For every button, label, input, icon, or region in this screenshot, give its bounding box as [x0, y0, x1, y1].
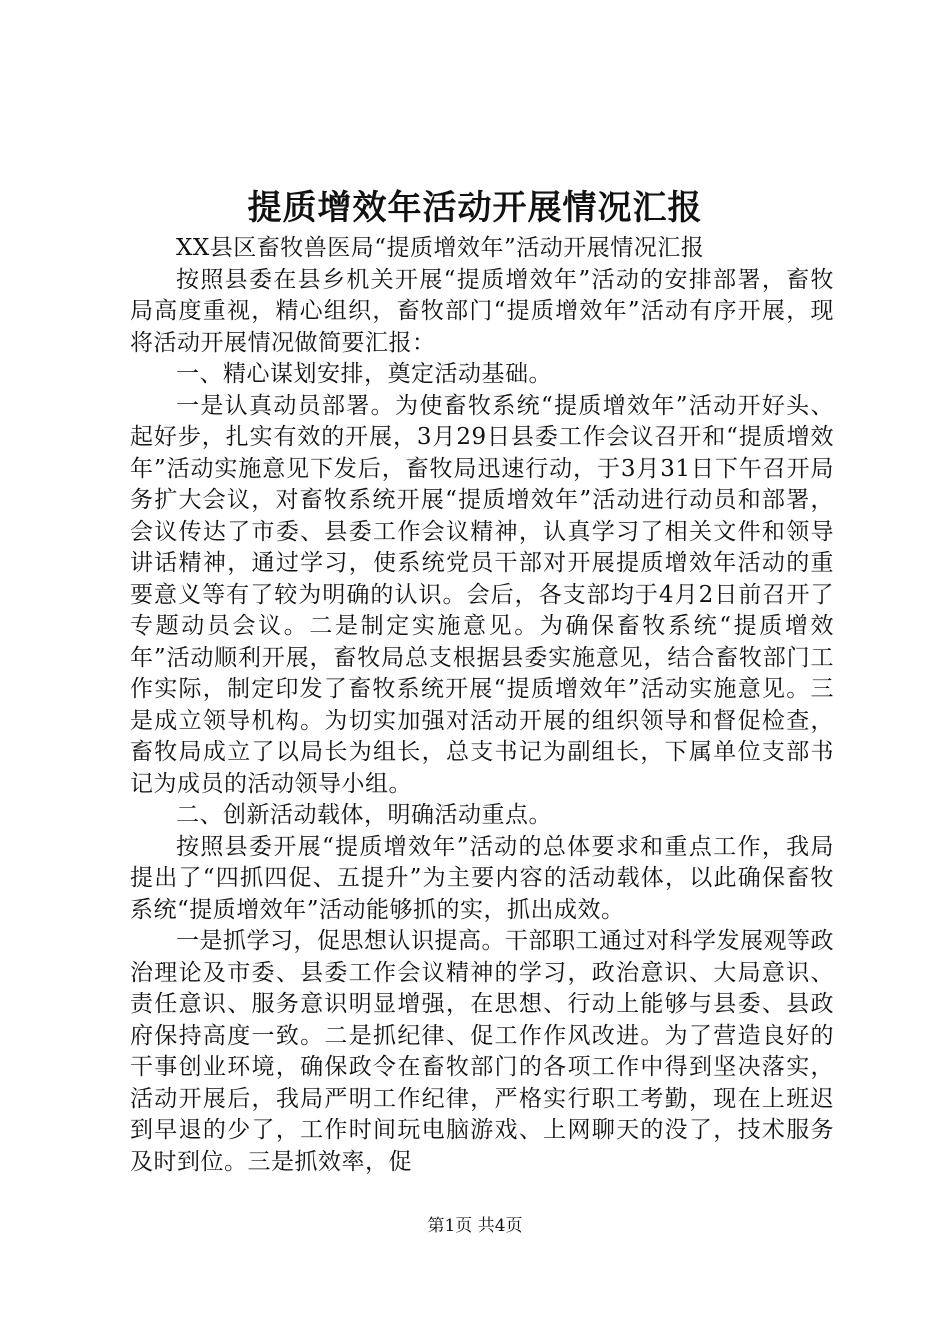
- document-body: [130, 233, 834, 1178]
- document-title: 提质增效年活动开展情况汇报: [247, 188, 703, 228]
- body-paragraph: 按照县委开展“提质增效年”活动的总体要求和重点工作，我局提出了“四抓四促、五提升”为主要内容的活动载体，以此确保畜牧系统“提质增效年”活动能够抓的实，抓出成效。: [130, 833, 834, 923]
- section-heading: 二、创新活动载体，明确活动重点。: [176, 802, 552, 828]
- body-paragraph: 一是抓学习，促思想认识提高。干部职工通过对科学发展观等政治理论及市委、县委工作会议精神的学习，政治意识、大局意识、责任意识、服务意识明显增强，在思想、行动上能够与县委、县政府保持高度一致。二是抓纪律、促工作作风改进。为了营造良好的干事创业环境，确保政令在畜牧部门的各项工作中得到坚决落实，活动开展后，我局严明工作纪律，严格实行职工考勤，现在上班迟到早退的少了，工作时间玩电脑游戏、上网聊天的没了，技术服务及时到位。三是抓效率，促: [130, 928, 834, 1175]
- body-paragraph: 按照县委在县乡机关开展“提质增效年”活动的安排部署，畜牧局高度重视，精心组织，畜牧部门“提质增效年”活动有序开展，现将活动开展情况做简要汇报：: [130, 266, 834, 356]
- body-paragraph: XX县区畜牧兽医局“提质增效年”活动开展情况汇报: [176, 235, 705, 261]
- body-paragraph: 一是认真动员部署。为使畜牧系统“提质增效年”活动开好头、起好步，扎实有效的开展，3月29日县委工作会议召开和“提质增效年”活动实施意见下发后，畜牧局迅速行动，于3月31日下午召开局务扩大会议，对畜牧系统开展“提质增效年”活动进行动员和部署，会议传达了市委、县委工作会议精神，认真学习了相关文件和领导讲话精神，通过学习，使系统党员干部对开展提质增效年活动的重要意义等有了较为明确的认识。会后，各支部均于4月2日前召开了专题动员会议。二是制定实施意见。为确保畜牧系统“提质增效年”活动顺利开展，畜牧局总支根据县委实施意见，结合畜牧部门工作实际，制定印发了畜牧系统开展“提质增效年”活动实施意见。三是成立领导机构。为切实加强对活动开展的组织领导和督促检查，畜牧局成立了以局长为组长，总支书记为副组长，下属单位支部书记为成员的活动领导小组。: [130, 392, 834, 797]
- page-footer: 第1页 共4页: [427, 1216, 523, 1236]
- section-heading: 一、精心谋划安排，奠定活动基础。: [176, 361, 552, 387]
